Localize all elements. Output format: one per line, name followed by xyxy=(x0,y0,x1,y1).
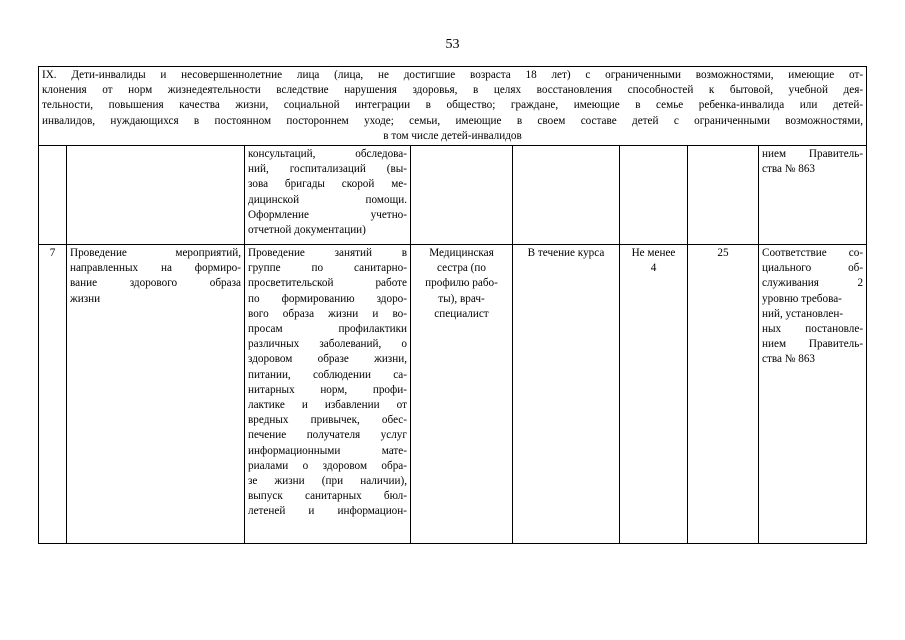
executor-line: ты), врач- xyxy=(438,292,485,305)
services-table xyxy=(38,66,867,544)
description-line: печение получателя услуг xyxy=(248,429,407,442)
cell-service-name xyxy=(67,245,245,544)
cell-compliance xyxy=(759,245,867,544)
compliance-line: циального об- xyxy=(762,262,864,275)
table-row-7 xyxy=(39,245,867,544)
compliance-line: ства № 863 xyxy=(762,353,816,366)
description-line: группе по санитарно- xyxy=(248,262,407,275)
cell-frequency xyxy=(620,245,688,544)
cell-executor xyxy=(411,245,513,544)
description-line: различных заболеваний, о xyxy=(248,338,407,351)
compliance-line: нием Правитель- xyxy=(762,148,864,161)
cell-description xyxy=(245,245,411,544)
cell-quantity xyxy=(688,146,759,245)
section-line: инвалидов, нуждающихся в постоянном постороннем уходе; семьи, имеющие в своем составе детей с ограниченными возможностями, xyxy=(42,114,864,127)
cell-service-name xyxy=(67,146,245,245)
page-number: 53 xyxy=(445,37,460,52)
cell-executor xyxy=(411,146,513,245)
name-line: направленных на формиро- xyxy=(70,262,241,275)
cell-number: 7 xyxy=(39,245,67,544)
frequency-line: Не менее xyxy=(631,247,676,260)
description-line: вредных привычек, обес- xyxy=(248,414,407,427)
description-line: лактике и избавлении от xyxy=(248,399,407,412)
cell-frequency xyxy=(620,146,688,245)
compliance-line: уровню требова- xyxy=(762,292,842,305)
description-line: дицинской помощи. xyxy=(248,193,407,206)
cell-quantity: 25 xyxy=(688,245,759,544)
description-line: отчетной документации) xyxy=(248,224,366,237)
description-line: просам профилактики xyxy=(248,323,407,336)
description-line: ний, госпитализаций (вы- xyxy=(248,163,407,176)
section-line: IX. Дети-инвалиды и несовершеннолетние лица (лица, не достигшие возраста 18 лет) с ограниченными возможностями, имеющие от- xyxy=(42,69,864,81)
description-line: информационными мате- xyxy=(248,444,407,457)
compliance-line: нием Правитель- xyxy=(762,338,864,351)
description-line: летеней и информацион- xyxy=(248,505,407,518)
description-line: питании, соблюдении са- xyxy=(248,368,407,381)
cell-period: В течение курса xyxy=(513,245,620,544)
compliance-line: ний, установлен- xyxy=(762,307,844,320)
section-line: тельности, повышения качества жизни, социальной интеграции в общество; граждане, имеющие в семье ребенка-инвалида или детей- xyxy=(42,99,864,112)
cell-compliance xyxy=(759,146,867,245)
description-line: зе жизни (при наличии), xyxy=(248,475,407,488)
cell-period xyxy=(513,146,620,245)
description-line: здоровом образе жизни, xyxy=(248,353,407,366)
section-header-row xyxy=(39,67,867,146)
executor-line: профилю рабо- xyxy=(425,277,498,290)
description-line: вого образа жизни и во- xyxy=(248,307,407,320)
section-line: в том числе детей-инвалидов xyxy=(383,129,522,142)
section-line: клонения от норм жизнедеятельности вследствие нарушения здоровья, в целях восстановления способностей к бытовой, учебной дея- xyxy=(42,84,864,97)
compliance-line: ства № 863 xyxy=(762,163,816,176)
description-line: выпуск санитарных бюл- xyxy=(248,490,407,503)
description-line: риалами о здоровом обра- xyxy=(248,459,407,472)
name-line: вание здорового образа xyxy=(70,277,241,290)
description-line: нитарных норм, профи- xyxy=(248,383,407,396)
compliance-line: служивания 2 xyxy=(762,277,864,290)
cell-number xyxy=(39,146,67,245)
description-line: Проведение занятий в xyxy=(248,247,407,260)
compliance-line: ных постановле- xyxy=(762,323,864,336)
frequency-line: 4 xyxy=(650,262,657,275)
description-line: зова бригады скорой ме- xyxy=(248,178,407,191)
table-row-continuation xyxy=(39,146,867,245)
name-line: Проведение мероприятий, xyxy=(70,247,241,260)
executor-line: специалист xyxy=(434,307,489,320)
name-line: жизни xyxy=(70,292,101,305)
description-line: просветительской работе xyxy=(248,277,407,290)
compliance-line: Соответствие со- xyxy=(762,247,864,260)
description-line: по формированию здоро- xyxy=(248,292,407,305)
executor-line: Медицинская xyxy=(429,247,494,260)
cell-description xyxy=(245,146,411,245)
description-line: Оформление учетно- xyxy=(248,208,407,221)
description-line: консультаций, обследова- xyxy=(248,148,407,161)
section-header-cell xyxy=(39,67,867,146)
executor-line: сестра (по xyxy=(436,262,486,275)
